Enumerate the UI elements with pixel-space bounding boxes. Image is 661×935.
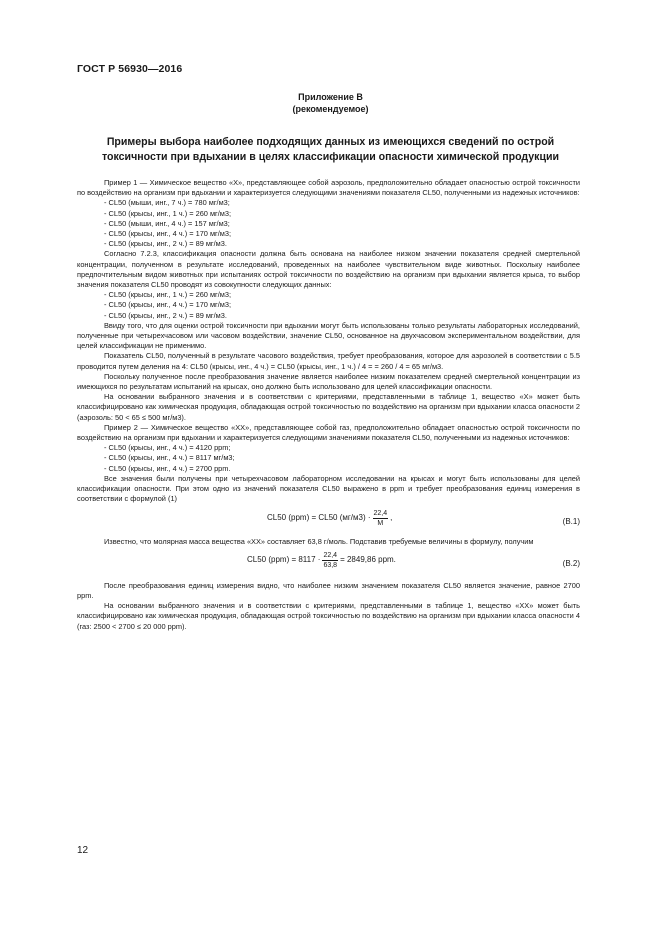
page-number: 12 (77, 845, 89, 856)
list-item: - CL50 (мыши, инг., 4 ч.) = 157 мг/м3; (104, 218, 230, 228)
formula-fraction (322, 551, 338, 570)
appendix-status: (рекомендуемое) (292, 104, 369, 114)
paragraph: Известно, что молярная масса вещества «XX» составляет 63,8 г/моль. Подставив требуемые величины в формулу, получим (104, 536, 534, 546)
fraction-numerator: 22,4 (323, 551, 338, 559)
example2-intro: Пример 2 — Химическое вещество «XX», представляющее собой газ, предположительно обладает опасностью острой токсичности по воздействию на организм при вдыхании и характеризуется следующими значениями показателя CL50, полученными из надежных источников: (77, 422, 580, 443)
formula-number: (B.2) (562, 558, 580, 568)
formula-lhs: CL50 (ppm) = 8117 · (247, 555, 321, 565)
list-item: - CL50 (крысы, инг., 2 ч.) = 89 мг/м3. (104, 239, 227, 249)
list-item: - CL50 (крысы, инг., 4 ч.) = 8117 мг/м3; (104, 453, 235, 463)
fraction-numerator: 22,4 (373, 509, 388, 517)
list-item: - CL50 (крысы, инг., 4 ч.) = 170 мг/м3; (104, 229, 232, 239)
paragraph: Согласно 7.2.3, классификация опасности должна быть основана на наиболее низком значении показателя средней смертельной концентрации, полученном в результате исследований, проведенных на наиболее чувствительном виде животных. Поскольку наиболее предпочтительным видом животных при испытаниях острой токсичности по воздействию на организм при вдыхании является крыса, то выбор значения показателя CL50 проводят из совокупности следующих данных: (77, 249, 580, 290)
standard-header: ГОСТ Р 56930—2016 (77, 63, 183, 75)
formula-lhs: CL50 (ppm) = CL50 (мг/м3) · (267, 512, 371, 522)
list-item: - CL50 (крысы, инг., 4 ч.) = 2700 ppm. (104, 463, 231, 473)
list-item: - CL50 (крысы, инг., 4 ч.) = 170 мг/м3; (104, 300, 232, 310)
paragraph: Поскольку полученное после преобразования значение является наиболее низким показателем средней смертельной концентрации из имеющихся по результатам испытаний на крысах, оно должно быть использовано для целей классификации опасности. (77, 371, 580, 392)
paragraph: Показатель CL50, полученный в результате часового воздействия, требует преобразования, которое для аэрозолей в соответствии с 5.5 проводится путем деления на 4: CL50 (крысы, инг., 4 ч.) = CL50 (крысы, инг., 1 ч.) / 4 = = 260 / 4 = 65 мг/м3. (77, 351, 580, 371)
list-item: - CL50 (крысы, инг., 1 ч.) = 260 мг/м3; (104, 290, 232, 300)
list-item: - CL50 (крысы, инг., 4 ч.) = 4120 ppm; (104, 443, 231, 453)
formula-fraction (373, 509, 389, 528)
paragraph: После преобразования единиц измерения видно, что наиболее низким значением показателя CL50 является значение, равное 2700 ppm. (77, 580, 580, 600)
paragraph: На основании выбранного значения и в соответствии с критериями, представленными в таблице 1, вещество «XX» может быть классифицировано как химическая продукция, обладающая острой токсичностью по воздействию на организм при вдыхании класса опасности 4 (газ: 2500 < 2700 ≤ 20 000 ppm). (77, 601, 580, 631)
fraction-denominator: 63,8 (323, 561, 338, 569)
section-title: Примеры выбора наиболее подходящих данных из имеющихся сведений по острой токсичности при вдыхании в целях классификации опасности химической продукции (101, 136, 559, 163)
list-item: - CL50 (мыши, инг., 7 ч.) = 780 мг/м3; (104, 198, 230, 208)
formula-b1 (77, 505, 580, 537)
paragraph: На основании выбранного значения и в соответствии с критериями, представленными в таблице 1, вещество «X» может быть классифицировано как химическая продукция, обладающая острой токсичностью по воздействию на организм при вдыхании класса опасности 2 (аэрозоль: 50 < 65 ≤ 500 мг/м3). (77, 392, 580, 422)
formula-b2 (77, 547, 580, 581)
appendix-title: Приложение В (298, 92, 363, 102)
example1-intro: Пример 1 — Химическое вещество «X», представляющее собой аэрозоль, предположительно обладает опасностью острой токсичности по воздействию на организм при вдыхании и характеризуется следующими значениями показателя CL50, полученными из надежных источников: (77, 178, 580, 198)
document-body (77, 178, 580, 632)
list-item: - CL50 (крысы, инг., 1 ч.) = 260 мг/м3; (104, 208, 232, 218)
formula-tail: , (390, 512, 393, 522)
fraction-denominator: M (377, 519, 384, 527)
paragraph: Все значения были получены при четырехчасовом лабораторном исследовании на крысах и могут быть использованы для целей классификации опасности. При этом одно из значений показателя CL50 выражено в ppm и требует преобразования единиц измерения в соответствии с формулой (1) (77, 473, 580, 504)
formula-tail: = 2849,86 ppm. (340, 555, 396, 565)
list-item: - CL50 (крысы, инг., 2 ч.) = 89 мг/м3. (104, 310, 227, 320)
formula-number: (B.1) (562, 516, 580, 526)
paragraph: Ввиду того, что для оценки острой токсичности при вдыхании могут быть использованы только результаты лабораторных исследований, полученные при четырехчасовом или часовом воздействии, значение CL50, основанное на двухчасовом экспериментальном воздействии, для целей классификации не применимо. (77, 320, 580, 351)
